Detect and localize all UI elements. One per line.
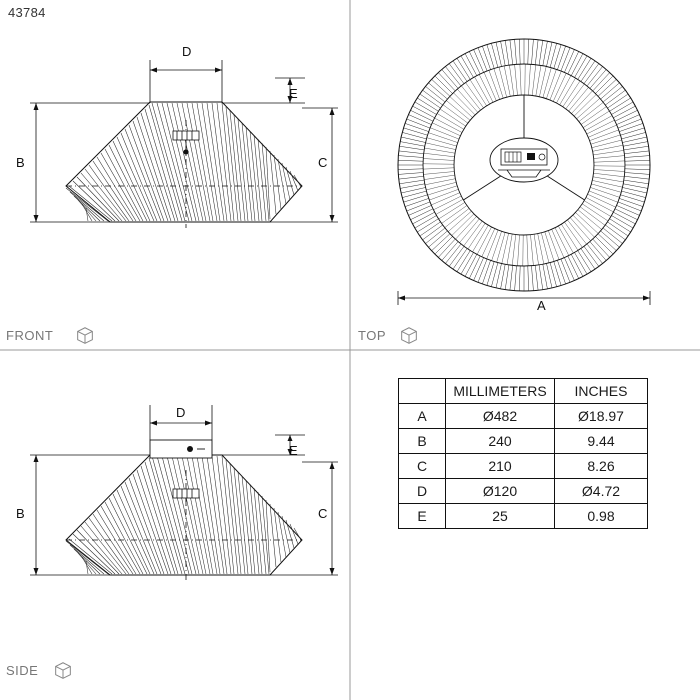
dim-letter-C-side: C	[318, 506, 328, 521]
table-cell-mm: 240	[446, 429, 555, 454]
top-fixture-detail	[490, 138, 558, 182]
table-row	[399, 479, 648, 504]
table-cell-key: B	[399, 429, 446, 454]
table-header-millimeters: MILLIMETERS	[446, 379, 555, 404]
dim-letter-A-top: A	[537, 298, 546, 313]
table-cell-mm: 210	[446, 454, 555, 479]
top-view-drawing	[398, 39, 650, 305]
table-cell-in: 8.26	[555, 454, 648, 479]
part-number: 43784	[8, 5, 46, 20]
table-row	[399, 454, 648, 479]
table-row	[399, 429, 648, 454]
side-view-drawing	[30, 405, 338, 582]
cube-icon	[52, 660, 74, 682]
table-cell-in: 9.44	[555, 429, 648, 454]
side-canopy-detail	[150, 440, 212, 458]
table-cell-key: E	[399, 504, 446, 529]
top-dimension-A	[398, 291, 650, 305]
dim-letter-B-side: B	[16, 506, 25, 521]
cube-icon	[398, 325, 420, 347]
table-header-row	[399, 379, 648, 404]
cube-icon	[74, 325, 96, 347]
table-cell-key: A	[399, 404, 446, 429]
dim-letter-E-front: E	[289, 86, 298, 101]
table-cell-mm: 25	[446, 504, 555, 529]
table-cell-in: 0.98	[555, 504, 648, 529]
view-label-front: FRONT	[6, 328, 54, 343]
table-row	[399, 404, 648, 429]
dim-letter-E-side: E	[289, 443, 298, 458]
table-cell-key: D	[399, 479, 446, 504]
table-cell-mm: Ø482	[446, 404, 555, 429]
table-cell-key: C	[399, 454, 446, 479]
view-label-top: TOP	[358, 328, 386, 343]
table-cell-mm: Ø120	[446, 479, 555, 504]
table-cell-in: Ø4.72	[555, 479, 648, 504]
table-cell-in: Ø18.97	[555, 404, 648, 429]
table-row	[399, 504, 648, 529]
dimension-table	[398, 378, 648, 529]
dim-letter-B-front: B	[16, 155, 25, 170]
dim-letter-D-front: D	[182, 44, 192, 59]
dim-letter-C-front: C	[318, 155, 328, 170]
table-header-blank	[399, 379, 446, 404]
view-label-side: SIDE	[6, 663, 39, 678]
table-header-inches: INCHES	[555, 379, 648, 404]
front-dimension-D	[150, 60, 222, 103]
dim-letter-D-side: D	[176, 405, 186, 420]
